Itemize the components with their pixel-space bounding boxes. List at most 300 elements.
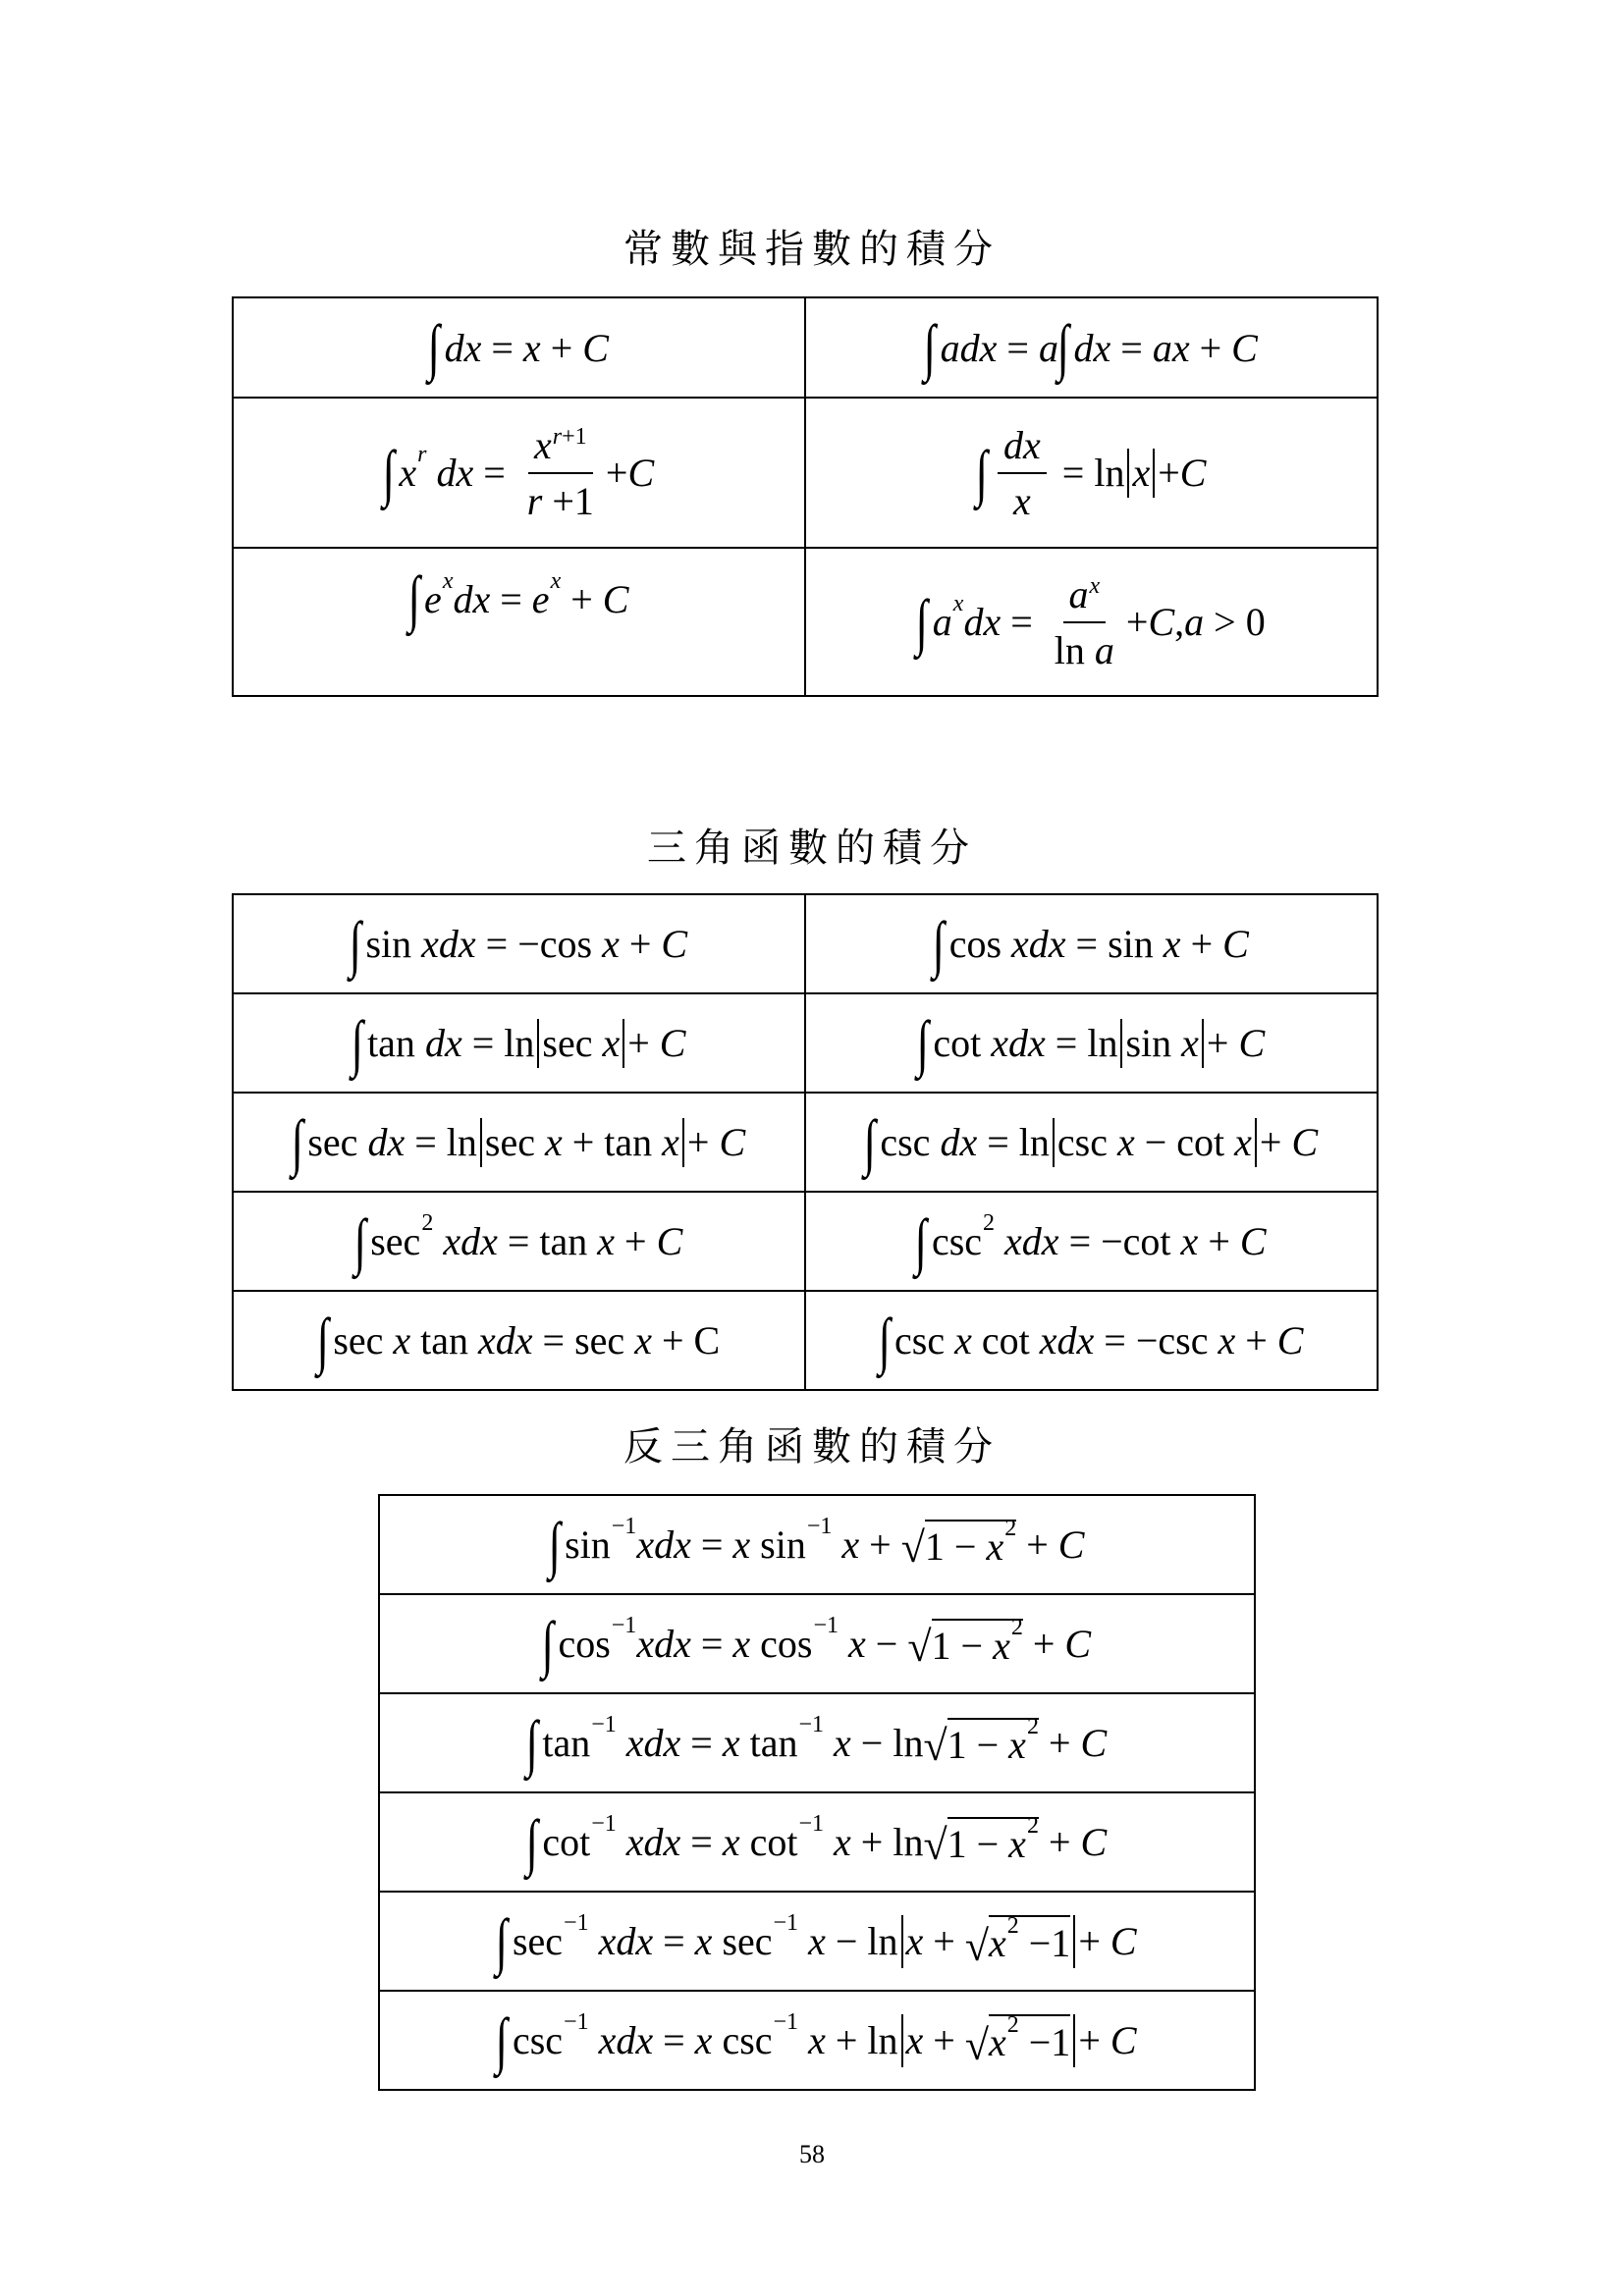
math-variable: x [1181,1020,1199,1065]
math-variable: x [732,1622,751,1666]
math-text: −1 [773,1910,799,1936]
math-variable: x [1116,1119,1135,1164]
math-text [832,1522,841,1568]
formula-cell [233,297,805,398]
math-variable: xdx [636,1622,691,1666]
math-text: cos [750,1622,813,1666]
math-text: −1 [806,1514,833,1539]
math-variable: C [1110,2018,1137,2062]
math-text: + [923,1918,965,1963]
formula [934,908,1249,981]
math-text: + [1206,1021,1239,1065]
math-variable: a [1068,571,1089,616]
formula [497,2004,1136,2077]
math-text [589,1918,599,1964]
math-text: + [615,1219,657,1263]
table-row [379,1594,1255,1693]
radicand [988,1912,1071,1968]
math-text: tan [542,1721,591,1765]
math-variable: xdx [991,1021,1046,1065]
math-variable: x [534,422,552,467]
math-text: + [1016,1522,1058,1567]
math-text: = [997,325,1039,370]
math-variable: C [627,451,655,495]
math-variable: x [1218,1318,1236,1362]
math-variable: dx [963,600,1001,644]
square-root [964,2011,1071,2069]
radicand [931,1615,1023,1669]
formula [352,1007,686,1080]
math-text: + [1038,1721,1081,1765]
radicand [924,1516,1017,1570]
superscript [1027,1714,1039,1740]
math-text [839,1621,848,1667]
superscript [553,424,587,451]
table-row [233,1093,1378,1192]
integral-sign: ∫ [863,1106,876,1177]
math-variable: x [393,1318,411,1362]
formula-cell [805,398,1378,548]
math-variable: x [694,2018,713,2062]
absolute-value [1120,1019,1203,1068]
math-text: = [690,1522,733,1567]
math-variable: x [988,1920,1006,1965]
math-variable: C [602,576,629,621]
math-variable: xdx [478,1318,533,1362]
formula [543,1608,1091,1681]
absolute-value [1053,1118,1257,1167]
integral-sign: ∫ [496,1905,509,1976]
math-text [995,1218,1004,1264]
math-text: 2 [1006,1912,1019,1939]
math-variable: dx [424,1021,462,1065]
math-text: = ln [405,1120,477,1164]
integral-sign: ∫ [407,563,420,633]
math-text: −1 [591,1811,617,1837]
math-text: − ln [850,1721,924,1765]
formula-cell [379,1594,1255,1693]
math-text: cos [948,922,1012,966]
superscript [798,1811,824,1838]
math-variable: x [694,1919,713,1963]
radical-sign: √ [964,2020,989,2069]
math-variable: adx [940,325,998,370]
math-variable: x [808,1919,826,1963]
integral-sign: ∫ [932,908,946,979]
section-title-constants-exponentials: 常數與指數的積分 [623,227,1001,272]
math-variable: dx [367,1120,406,1164]
math-text: −1 [611,1613,637,1638]
math-variable: xdx [1011,922,1066,966]
formula-cell [233,548,805,696]
math-variable: x [522,325,541,370]
math-text: 2 [1004,1516,1017,1541]
math-variable: C [1110,1919,1137,1963]
fraction [1049,571,1120,673]
math-text: = [490,576,532,621]
superscript [1004,1516,1016,1542]
math-text [617,1819,626,1865]
integral-sign: ∫ [349,908,361,979]
table-row [233,894,1378,993]
math-variable: x [732,1522,751,1567]
math-text: 1 − [924,1524,987,1569]
math-variable: x [1008,1822,1026,1866]
math-text: = ln [977,1120,1050,1164]
math-text: + ln [825,2018,898,2062]
math-variable: x [722,1721,740,1765]
math-variable: xdx [598,2018,654,2062]
math-text: , [1174,600,1185,644]
math-variable: dx [444,325,482,370]
math-variable: C [1179,451,1207,495]
superscript [612,1514,637,1540]
math-variable: x [834,1721,851,1765]
math-text: + [1038,1820,1081,1864]
table-row [379,1892,1255,1991]
integral-sign: ∫ [525,1806,538,1877]
math-text [824,1819,834,1865]
math-text: −1 [1018,2019,1071,2064]
page-number: 58 [799,2140,825,2168]
superscript [983,1210,995,1237]
math-text: = [1001,600,1043,644]
math-text: sec [333,1318,394,1362]
math-variable: x [993,1624,1010,1668]
denominator [1049,623,1120,673]
superscript [798,1712,824,1738]
math-text: = [1110,325,1153,370]
math-text: −1 [591,1712,617,1737]
superscript [551,568,562,595]
math-variable: dx [1073,325,1111,370]
math-variable: x [954,1318,972,1362]
formula-cell [233,1291,805,1390]
math-variable: x [952,591,964,616]
math-text [824,1720,834,1766]
math-variable: x [1089,572,1101,599]
radical-sign: √ [923,1821,947,1869]
table-row [233,1291,1378,1390]
math-text: = [680,1820,723,1864]
superscript [612,1613,637,1639]
math-text: 2 [1006,2011,1019,2038]
math-text: = −cos [475,922,603,966]
integral-sign: ∫ [496,2004,509,2075]
superscript [1027,1813,1039,1840]
superscript [1011,1615,1023,1641]
absolute-value [480,1118,684,1167]
math-text: = [690,1622,733,1666]
integral-sign: ∫ [878,1305,891,1375]
formula-cell [233,993,805,1093]
formula-cell [379,1693,1255,1792]
math-variable: e [531,576,550,621]
superscript [591,1811,617,1838]
formula [916,1205,1266,1278]
integral-sign: ∫ [923,312,937,382]
math-variable: a [1038,325,1058,370]
math-variable: x [841,1522,860,1567]
math-text: + [605,451,628,495]
math-variable: xdx [421,922,476,966]
superscript [443,568,454,595]
section-title-trig: 三角函數的積分 [647,826,977,871]
math-text: −1 [1018,1920,1071,1965]
math-text: sec [512,1919,564,1963]
math-variable: x [986,1524,1004,1569]
math-text: + [1022,1622,1065,1666]
formula [865,1106,1318,1179]
radicand [947,1813,1039,1867]
math-text: = [653,1919,695,1963]
formula-cell [379,1495,1255,1594]
math-text: + [859,1522,901,1567]
math-variable: C [1231,325,1258,370]
integral-sign: ∫ [427,312,440,382]
table-row [233,1192,1378,1291]
math-variable: C [1080,1820,1108,1864]
formula-cell [233,1192,805,1291]
math-text: = [680,1721,723,1765]
math-variable: x [722,1820,740,1864]
math-variable: x [848,1622,866,1666]
integral-sign: ∫ [382,437,395,507]
math-text: cot [739,1820,798,1864]
math-variable: x [442,567,454,594]
math-text: = −cot [1058,1219,1181,1263]
formula-cell [805,297,1378,398]
formula-cell [805,993,1378,1093]
math-variable: C [661,922,688,966]
math-text: + [686,1120,720,1164]
radical-sign: √ [923,1722,947,1770]
math-text: ln [1054,627,1095,672]
formula [527,1806,1107,1879]
math-variable: dx [453,576,491,621]
math-variable: C [1238,1021,1266,1065]
math-variable: C [656,1219,683,1263]
integral-sign: ∫ [353,1205,366,1276]
radical-sign: √ [964,1921,989,1970]
math-text: tan [367,1021,425,1065]
superscript [774,2009,799,2036]
math-variable: x [544,1119,563,1164]
math-variable: xdx [636,1522,691,1567]
math-text: 1 − [947,1822,1009,1866]
formula [429,311,609,384]
formula [527,1707,1107,1780]
math-variable: C [1291,1120,1319,1164]
integral-sign: ∫ [915,1205,928,1276]
math-variable: x [1013,478,1031,523]
superscript [564,1910,589,1937]
formula [918,1007,1265,1080]
formula-cell [805,548,1378,696]
math-text: 2 [1010,1615,1023,1640]
math-text: −1 [611,1514,637,1539]
math-variable: C [1239,1219,1267,1263]
math-text: + [1235,1318,1277,1362]
math-variable: dx [1003,422,1041,467]
square-root [923,1813,1039,1869]
math-text: +1 [562,423,587,450]
math-text: 1 − [947,1723,1009,1767]
math-variable: C [1064,1622,1092,1666]
math-text: + [1259,1120,1292,1164]
absolute-value [901,2011,1076,2069]
math-text [589,2017,599,2063]
math-variable: x [1234,1119,1252,1164]
absolute-value [537,1019,624,1068]
math-text: 2 [1026,1813,1039,1839]
math-text: = [653,2018,695,2062]
integral-sign: ∫ [525,1707,538,1778]
formula-cell [805,894,1378,993]
math-variable: xdx [1004,1219,1059,1263]
integral-sign: ∫ [351,1007,363,1078]
math-text: csc [712,2018,773,2062]
absolute-value [1127,449,1155,498]
math-text: + [1189,325,1232,370]
formula-cell [805,1192,1378,1291]
math-text: + [923,2017,965,2062]
math-variable: x [602,1020,621,1065]
formula [917,571,1265,673]
math-variable: x [1132,450,1151,495]
integral-sign: ∫ [548,1509,561,1579]
math-text: cot [971,1318,1040,1362]
math-text: + [1078,2018,1110,2062]
math-text: cot [542,1820,591,1864]
math-text: −1 [798,1712,825,1737]
math-variable: xdx [598,1919,654,1963]
superscript [1090,573,1101,600]
formula-cell [233,894,805,993]
superscript [564,2009,589,2036]
integral-sign: ∫ [1056,312,1069,382]
square-root [964,1912,1071,1970]
radicand [947,1714,1039,1768]
math-text [798,1918,808,1964]
formula [409,562,629,635]
formula [318,1305,720,1377]
math-text: 2 [421,1210,434,1236]
math-text: = ln [1052,451,1125,495]
superscript [953,591,964,617]
formula [293,1106,745,1179]
math-variable: C [1057,1522,1085,1567]
math-variable: x [602,922,620,966]
superscript [813,1613,839,1639]
integral-sign: ∫ [975,437,988,507]
formula-cell [233,1093,805,1192]
absolute-value [901,1912,1076,1970]
fraction [521,422,600,524]
math-text: + [1158,451,1180,495]
radical-sign: √ [907,1623,932,1671]
math-text [798,2017,808,2063]
math-text: = sin [1065,922,1164,966]
math-variable: dx [436,451,474,495]
math-variable: C [719,1120,746,1164]
superscript [1007,1911,1019,1941]
superscript [417,442,426,468]
math-text: > 0 [1204,600,1266,644]
math-variable: x [597,1219,616,1263]
fraction [998,422,1047,524]
radicand [988,2011,1071,2067]
math-text: = −csc [1094,1318,1218,1362]
math-variable: r [417,442,427,467]
superscript [807,1514,833,1540]
superscript [774,1910,799,1937]
math-variable: a [1184,600,1205,644]
math-text: csc [880,1120,941,1164]
math-text: + tan [562,1119,663,1164]
math-variable: e [424,576,442,621]
math-text: + [1180,922,1223,966]
math-variable: xdx [443,1219,498,1263]
math-text: − [865,1622,908,1666]
math-text: − ln [825,1919,898,1963]
math-variable: ax [1152,325,1190,370]
math-variable: dx [940,1120,978,1164]
integral-sign: ∫ [916,1007,929,1078]
formula [925,311,1258,384]
table-row [379,1693,1255,1792]
radical-sign: √ [900,1523,925,1572]
math-text: sec [712,1919,773,1963]
table-row [379,1991,1255,2090]
math-text: cos [558,1622,611,1666]
math-text: sin [1125,1020,1182,1065]
formula-cell [805,1093,1378,1192]
math-text: sin [750,1522,806,1567]
math-variable: x [808,2018,826,2062]
math-text: sec [542,1020,603,1065]
math-text: sec [370,1219,421,1263]
math-text: + [619,922,662,966]
math-variable: x [1163,922,1181,966]
superscript [1007,2010,1019,2040]
math-text: csc [512,2018,564,2062]
numerator [528,422,593,474]
section-title-inverse-trig: 反三角函數的積分 [623,1424,1001,1469]
math-text: = [473,451,515,495]
math-text: = ln [461,1021,535,1065]
square-root [923,1714,1039,1770]
math-variable: x [988,2019,1006,2064]
math-text: = [481,325,523,370]
math-variable: xdx [1039,1318,1095,1362]
formula-cell [805,1291,1378,1390]
math-text: −1 [813,1613,839,1638]
math-variable: C [1080,1721,1108,1765]
superscript [591,1712,617,1738]
math-text: csc [1056,1119,1117,1164]
math-variable: xdx [625,1820,681,1864]
math-text: 1 − [931,1624,994,1668]
denominator [521,474,600,524]
math-text: csc [894,1318,955,1362]
table-row [233,993,1378,1093]
math-text: + [627,1021,660,1065]
square-root [900,1516,1017,1572]
formula [497,1905,1136,1978]
formula [355,1205,683,1278]
math-variable: x [399,451,417,495]
